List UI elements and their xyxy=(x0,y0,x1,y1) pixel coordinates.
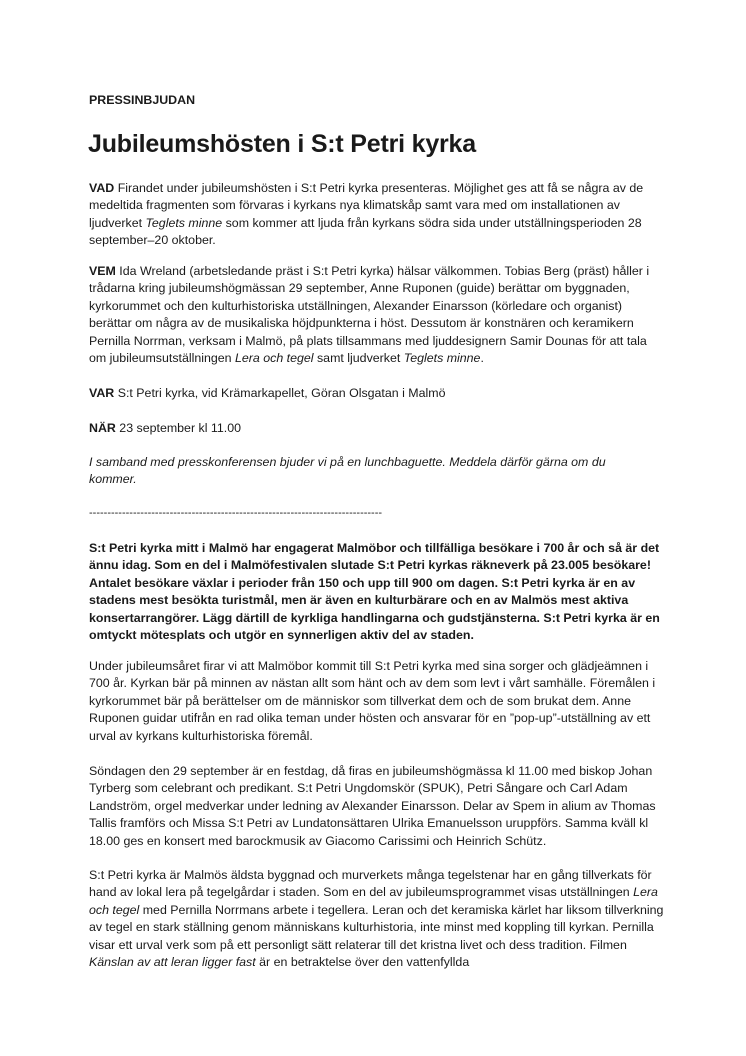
vem-paragraph xyxy=(89,263,664,367)
body-paragraph-2: Söndagen den 29 september är en festdag, då firas en jubileumshögmässa kl 11.00 med biskop Johan Tyrberg som celebrant och predikant. S:t Petri Ungdomskör (SPUK), Petri Sångare och Carl Adam Landström, orgel medverkar under ledning av Alexander Einarsson. Delar av Spem in alium av Thomas Tallis framförs och Missa S:t Petri av Lundatonsättaren Ulrika Emanuelsson uruppförs. Samma kväll kl 18.00 ges en konsert med barockmusik av Giacomo Carissimi och Heinrich Schütz. xyxy=(89,764,656,848)
nar-text: 23 september kl 11.00 xyxy=(115,421,241,435)
vem-text-3: . xyxy=(480,351,484,366)
body-paragraph-1: Under jubileumsåret firar vi att Malmöbor kommit till S:t Petri kyrka med sina sorger och glädjeämnen i 700 år. Kyrkan bär på minnen av nästan allt som hänt och av dem som levt i vårt samhälle. Föremålen i kyrkorummet bär på berättelser om de människor som tillverkat dem och de som brukat dem. Anne Ruponen guidar utifrån en rad olika teman under hösten och ansvarar för en ”pop-up”-utställning av ett urval av kyrkans kulturhistoriska föremål. xyxy=(89,659,656,743)
divider-line: -------------------------------------------------------------------------------- xyxy=(89,507,383,519)
para3-emphasis-2: Känslan av att leran ligger fast xyxy=(89,955,256,970)
var-key: VAR xyxy=(89,386,115,400)
vad-text-1: Firandet under jubileumshösten i S:t Petri kyrka presenteras. Möjlighet ges att få se några av de medeltida fragmenten som förvaras i kyrkans nya klimatskåp samt vara med om installationen av ljudverket xyxy=(89,181,644,230)
vad-emphasis: Teglets minne xyxy=(145,215,223,230)
nar-key: NÄR xyxy=(89,421,116,435)
vad-key: VAD xyxy=(89,181,115,195)
nar-paragraph xyxy=(89,420,664,437)
var-paragraph xyxy=(89,385,664,402)
para3-text-2: med Pernilla Norrmans arbete i tegellera. Leran och det keramiska kärlet har liksom tillverkning av tegel en stark ställning genom människans kulturhistoria, inte minst med koppling till kyrkan. Pernilla visar ett urval verk som på ett personligt sätt relaterar till det kristna livet och dess tradition. Filmen xyxy=(89,902,664,952)
vad-text-2: som kommer att ljuda från kyrkans södra sida under utställningsperioden 28 september–20 oktober. xyxy=(89,215,642,248)
para3-text-1: S:t Petri kyrka är Malmös äldsta byggnad och murverkets många tegelstenar har en gång tillverkats för hand av lokal lera på tegelgårdar i staden. Som en del av jubileumsprogrammet visas utställningen xyxy=(89,868,652,900)
document-type-label: PRESSINBJUDAN xyxy=(89,93,196,107)
vem-text-2: samt ljudverket xyxy=(313,351,404,366)
lunch-invite-note: I samband med presskonferensen bjuder vi på en lunchbaguette. Meddela därför gärna om du kommer. xyxy=(89,455,606,487)
page-title: Jubileumshösten i S:t Petri kyrka xyxy=(88,130,476,158)
vem-text-1: Ida Wreland (arbetsledande präst i S:t Petri kyrka) hälsar välkommen. Tobias Berg (präst) håller i trådarna kring jubileumshögmässan 29 september, Anne Ruponen (guide) berättar om byggnaden, kyrkorummet och den kulturhistoriska utställningen, Alexander Einarsson (körledare och organist) berättar om några av de musikaliska höjdpunkterna i höst. Dessutom är konstnären och keramikern Pernilla Norrman, verksam i Malmö, på plats tillsammans med ljuddesignern Samir Dounas för att tala om jubileumsutställningen xyxy=(89,264,650,366)
vem-emphasis-2: Teglets minne xyxy=(403,351,481,366)
var-text: S:t Petri kyrka, vid Krämarkapellet, Göran Olsgatan i Malmö xyxy=(114,386,446,400)
vem-key: VEM xyxy=(89,264,116,278)
intro-paragraph: S:t Petri kyrka mitt i Malmö har engagerat Malmöbor och tillfälliga besökare i 700 år och så är det ännu idag. Som en del i Malmöfestivalen slutade S:t Petri kyrkas räkneverk på 23.005 besökare! Antalet besökare växlar i perioder från 150 och upp till 900 om dagen. S:t Petri kyrka är en av stadens mest besökta turistmål, men är även en kulturbärare och en av Malmös mest aktiva konsertarrangörer. Lägg därtill de kyrkliga handlingarna och gudstjänsterna. S:t Petri kyrka är en omtyckt mötesplats och utgör en synnerligen aktiv del av staden. xyxy=(89,541,660,643)
vad-paragraph xyxy=(89,180,664,250)
para3-text-3: är en betraktelse över den vattenfyllda xyxy=(255,955,470,970)
body-paragraph-3 xyxy=(89,867,664,971)
para3-emphasis-1: Lera och tegel xyxy=(89,885,658,917)
vem-emphasis-1: Lera och tegel xyxy=(235,351,314,366)
